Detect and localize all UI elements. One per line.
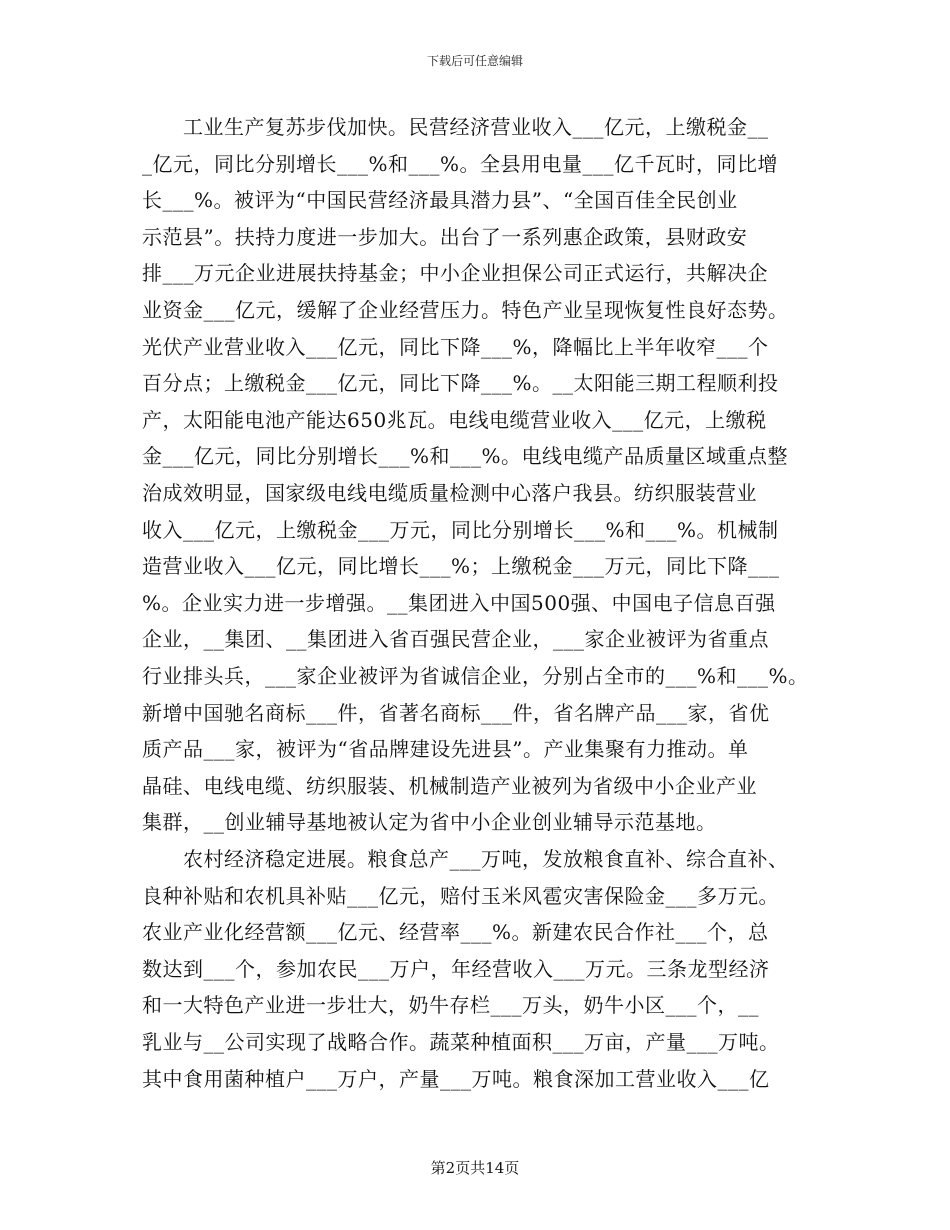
text-line: 金___亿元，同比分别增长___%和___%。电线电缆产品质量区域重点整 xyxy=(142,444,789,469)
text-line: 造营业收入___亿元，同比增长___%；上缴税金___万元，同比下降___ xyxy=(142,554,780,579)
text-line: 良种补贴和农机具补贴___亿元，赔付玉米风雹灾害保险金___多万元。 xyxy=(142,883,779,908)
text-line: 企业，__集团、__集团进入省百强民营企业，___家企业被评为省重点 xyxy=(142,627,769,652)
text-line: 排___万元企业进展扶持基金；中小企业担保公司正式运行，共解决企 xyxy=(142,261,768,286)
text-line: 数达到___个，参加农民___万户，年经营收入___万元。三条龙型经济 xyxy=(142,956,770,981)
text-line: 光伏产业营业收入___亿元，同比下降___%，降幅比上半年收窄___个 xyxy=(142,334,769,359)
text-line: 其中食用菌种植户___万户，产量___万吨。粮食深加工营业收入___亿 xyxy=(142,1066,770,1091)
text-line: 和一大特色产业进一步壮大，奶牛存栏___万头，奶牛小区___个，__ xyxy=(142,993,759,1018)
page-header: 下载后可任意编辑 xyxy=(426,54,523,68)
text-line: 农业产业化经营额___亿元、经营率___%。新建农民合作社___个，总 xyxy=(142,920,769,945)
text-line: 乳业与__公司实现了战略合作。蔬菜种植面积___万亩，产量___万吨。 xyxy=(142,1030,780,1054)
text-line: 晶硅、电线电缆、纺织服装、机械制造产业被列为省级中小企业产业 xyxy=(142,773,757,798)
text-line: 产，太阳能电池产能达650兆瓦。电线电缆营业收入___亿元，上缴税 xyxy=(142,407,767,432)
text-line: 工业生产复苏步伐加快。民营经济营业收入___亿元，上缴税金__ xyxy=(142,115,769,139)
text-line: 收入___亿元，上缴税金___万元，同比分别增长___%和___%。机械制 xyxy=(142,517,779,542)
text-line: 业资金___亿元，缓解了企业经营压力。特色产业呈现恢复性良好态势。 xyxy=(142,298,789,322)
text-line: 长___%。被评为“中国民营经济最具潜力县”、“全国百佳全民创业 xyxy=(142,188,738,213)
text-line: _亿元，同比分别增长___%和___%。全县用电量___亿千瓦时，同比增 xyxy=(142,151,779,176)
text-line: 农村经济稳定进展。粮食总产___万吨，发放粮食直补、综合直补、 xyxy=(142,847,789,871)
text-line: 示范县”。扶持力度进一步加大。出台了一系列惠企政策，县财政安 xyxy=(142,224,748,249)
text-line: 治成效明显，国家级电线电缆质量检测中心落户我县。纺织服装营业 xyxy=(142,481,757,505)
text-line: 质产品___家，被评为“省品牌建设先进县”。产业集聚有力推动。单 xyxy=(142,737,749,762)
text-line: 百分点；上缴税金___亿元，同比下降___%。__太阳能三期工程顺利投 xyxy=(142,371,779,396)
text-line: 新增中国驰名商标___件，省著名商标___件，省名牌产品___家，省优 xyxy=(142,700,770,725)
text-line: %。企业实力进一步增强。__集团进入中国500强、中国电子信息百强 xyxy=(142,590,776,615)
text-line: 集群，__创业辅导基地被认定为省中小企业创业辅导示范基地。 xyxy=(142,810,717,835)
text-line: 行业排头兵，___家企业被评为省诚信企业，分别占全市的___%和___%。 xyxy=(142,664,809,688)
page-footer: 第2页共14页 xyxy=(430,1159,520,1177)
